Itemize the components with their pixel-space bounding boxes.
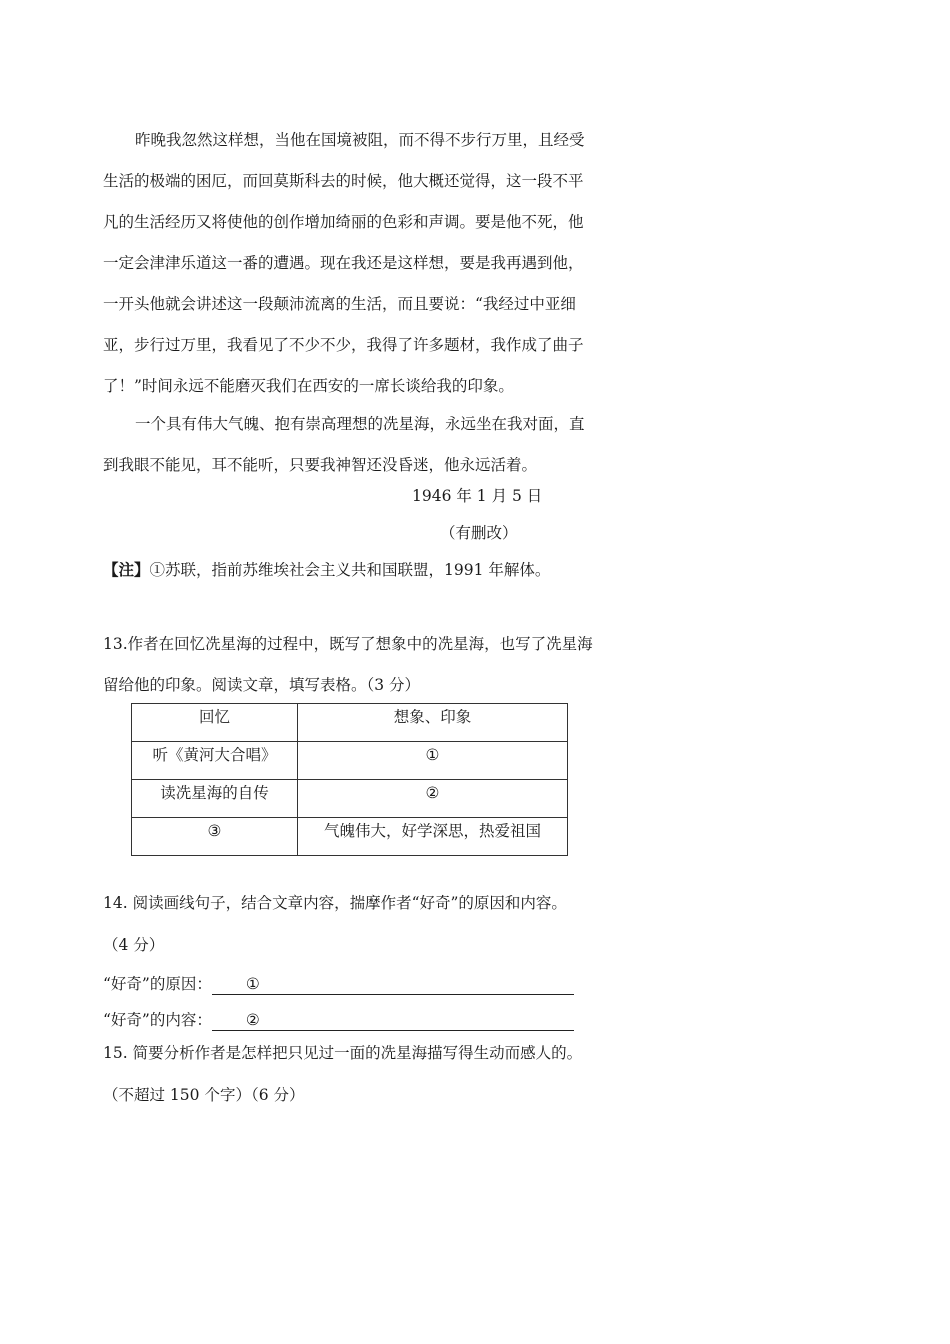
table-answer-cell[interactable]: ① — [298, 742, 568, 780]
table-header-cell: 回忆 — [132, 704, 298, 742]
text-line: 昨晚我忽然这样想，当他在国境被阻，而不得不步行万里，且经受 — [135, 131, 585, 149]
text-line: 亚，步行过万里，我看见了不少不少，我得了许多题材，我作成了曲子 — [103, 336, 584, 354]
table-answer-cell[interactable]: ③ — [132, 818, 298, 856]
content-blank[interactable]: ② — [212, 1010, 574, 1031]
table-cell: 气魄伟大，好学深思，热爱祖国 — [298, 818, 568, 856]
table-cell: 听《黄河大合唱》 — [132, 742, 298, 780]
text-line: 了！”时间永远不能磨灭我们在西安的一席长谈给我的印象。 — [103, 377, 514, 395]
footnote — [103, 558, 550, 580]
question-14-score: （4 分） — [103, 936, 165, 954]
question-13-line: 13.作者在回忆冼星海的过程中，既写了想象中的冼星海，也写了冼星海 — [103, 635, 593, 653]
table-header-cell: 想象、印象 — [298, 704, 568, 742]
table-header-row — [132, 704, 568, 742]
text-line: 一定会津津乐道这一番的遭遇。现在我还是这样想，要是我再遇到他， — [103, 254, 584, 272]
content-fill-line — [103, 1008, 574, 1031]
passage-date: 1946 年 1 月 5 日 — [412, 487, 543, 505]
footnote-text: ①苏联，指前苏维埃社会主义共和国联盟，1991 年解体。 — [149, 561, 551, 579]
text-line: 凡的生活经历又将使他的创作增加绮丽的色彩和声调。要是他不死，他 — [103, 213, 584, 231]
table-row — [132, 818, 568, 856]
content-label: “好奇”的内容： — [103, 1011, 212, 1029]
reason-blank[interactable]: ① — [212, 974, 574, 995]
passage-paragraph-1 — [103, 120, 643, 407]
answer-table — [131, 703, 568, 856]
table-row — [132, 742, 568, 780]
table-cell: 读冼星海的自传 — [132, 780, 298, 818]
question-15-title: 15. 简要分析作者是怎样把只见过一面的冼星海描写得生动而感人的。 — [103, 1044, 583, 1062]
reason-label: “好奇”的原因： — [103, 975, 212, 993]
passage-paragraph-2 — [103, 404, 643, 486]
table-row — [132, 780, 568, 818]
text-line: 到我眼不能见，耳不能听，只要我神智还没昏迷，他永远活着。 — [103, 456, 538, 474]
text-line: 生活的极端的困厄，而回莫斯科去的时候，他大概还觉得，这一段不平 — [103, 172, 584, 190]
question-15-score: （不超过 150 个字）（6 分） — [103, 1086, 305, 1104]
footnote-mark: 【注】 — [103, 560, 150, 579]
question-13-line: 留给他的印象。阅读文章，填写表格。（3 分） — [103, 676, 421, 694]
text-line: 一开头他就会讲述这一段颠沛流离的生活，而且要说：“我经过中亚细 — [103, 295, 576, 313]
text-line: 一个具有伟大气魄、抱有崇高理想的冼星海，永远坐在我对面，直 — [135, 415, 585, 433]
edited-note: （有删改） — [440, 524, 518, 542]
passage-body — [103, 120, 643, 486]
question-14-title: 14. 阅读画线句子，结合文章内容，揣摩作者“好奇”的原因和内容。 — [103, 894, 567, 912]
reason-fill-line — [103, 972, 574, 995]
table-answer-cell[interactable]: ② — [298, 780, 568, 818]
question-13 — [103, 624, 643, 706]
